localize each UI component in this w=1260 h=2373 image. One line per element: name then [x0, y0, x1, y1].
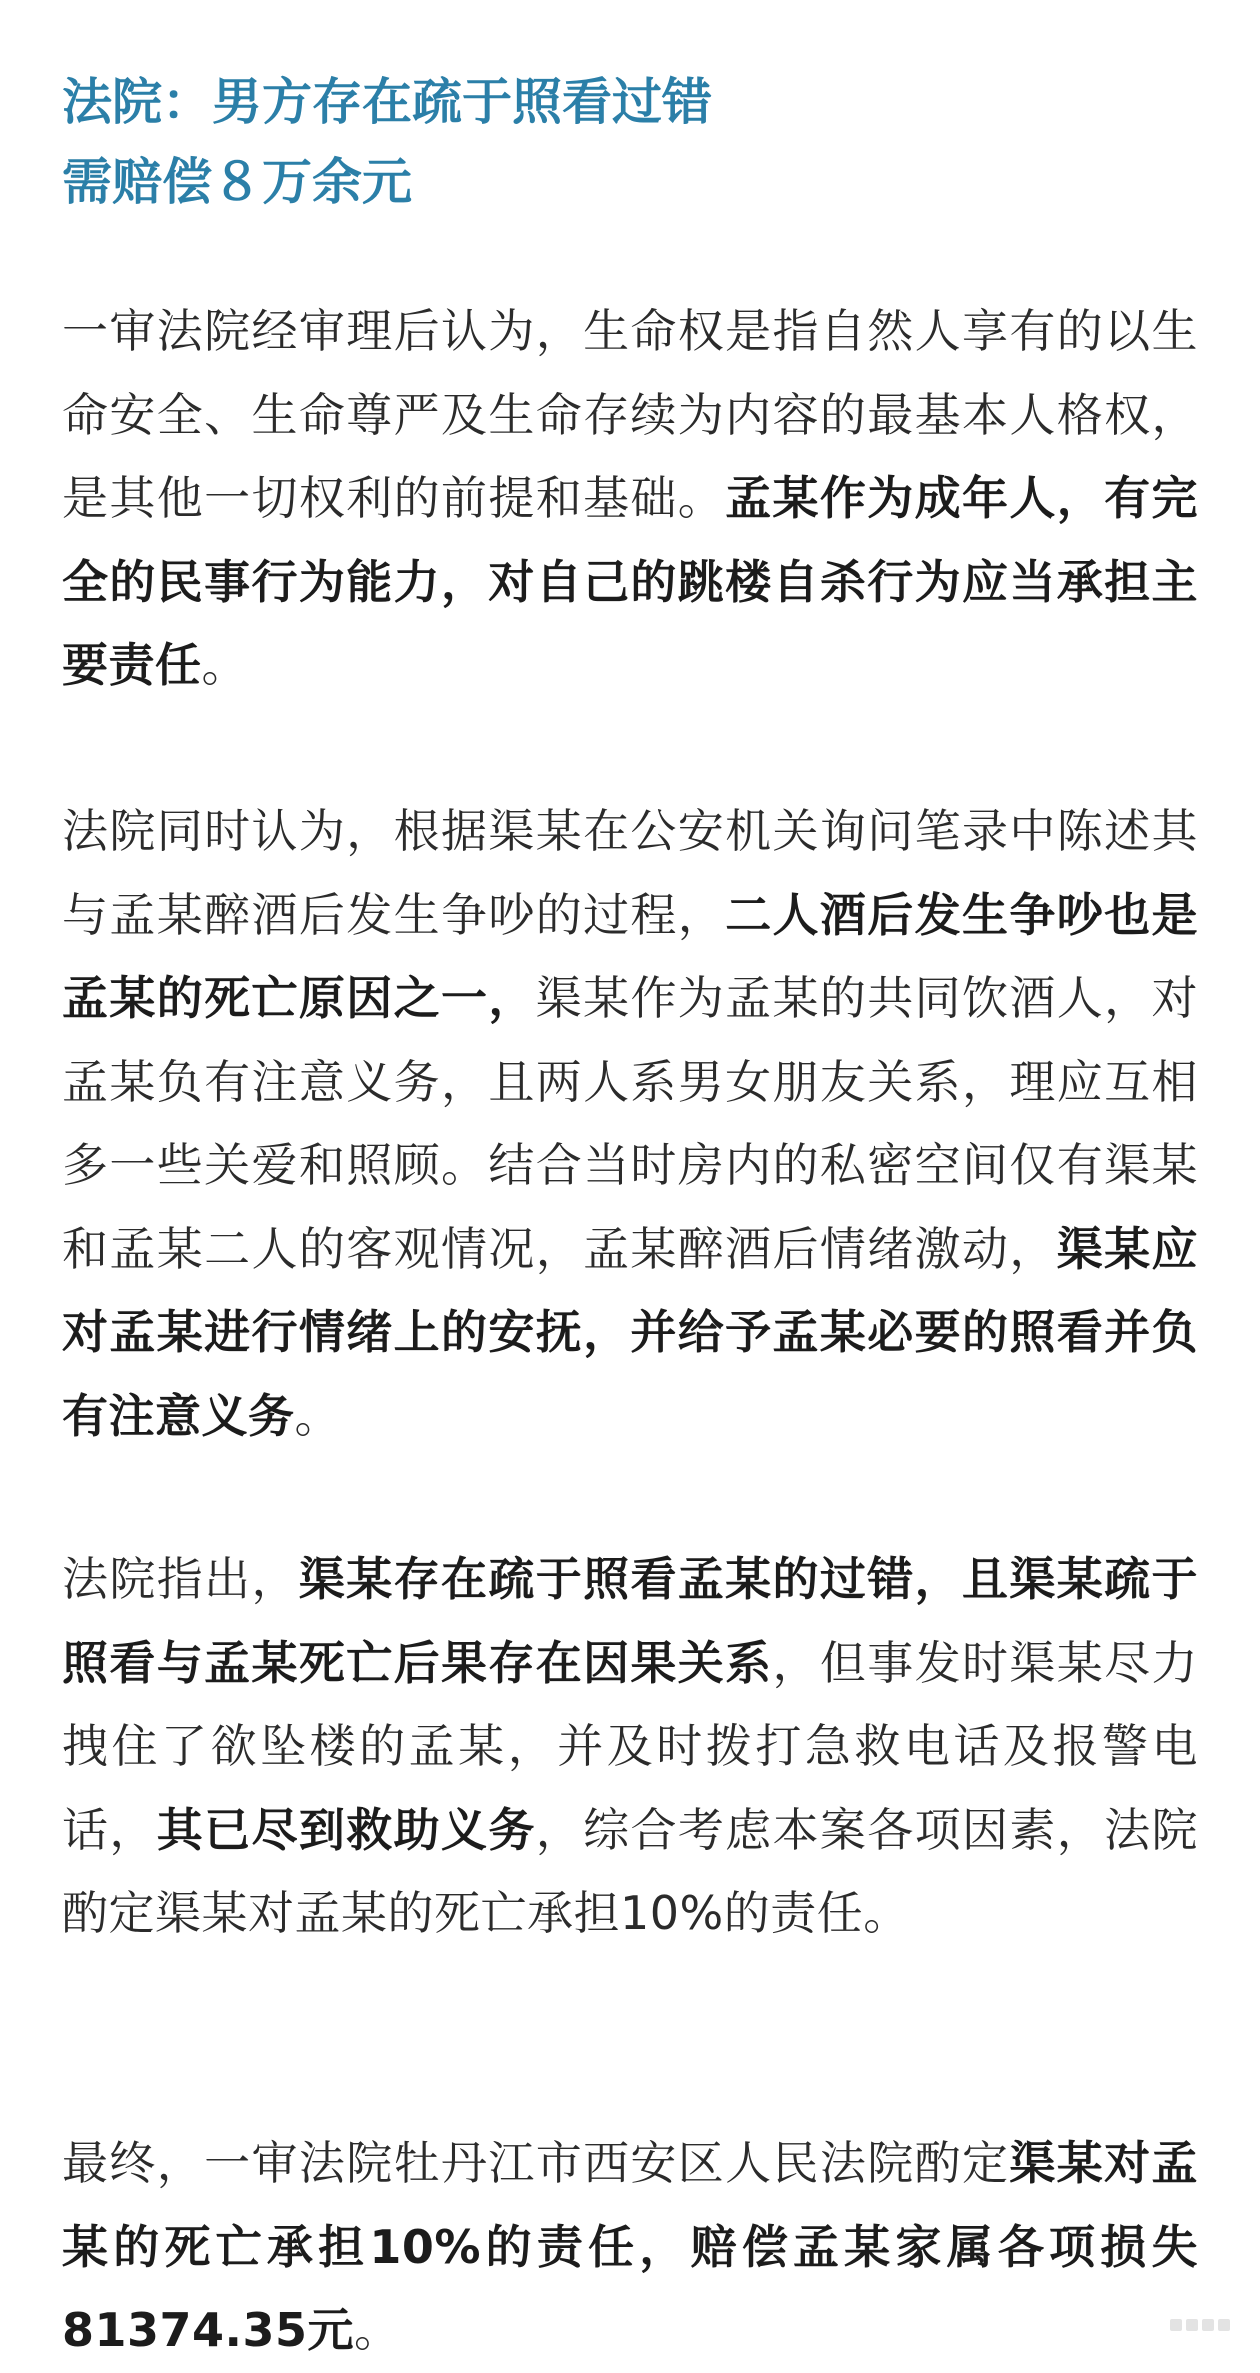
paragraph-3-seg-3: ，但事发时渠某尽力拽住了欲坠楼的孟某，并及时拨打急救电话及报警电话，	[62, 1635, 1199, 1857]
paragraph-4-seg-3: 。	[354, 2303, 401, 2357]
paragraph-1-seg-1: 一审法院经审理后认为，生命权是指自然人享有的以生命安全、生命尊严及生命存续为内容的最基本人格权，是其他一切权利的前提和基础。	[62, 304, 1198, 525]
paragraph-1-seg-3: 。	[201, 638, 248, 692]
paragraph-2-bold-2: 渠某应对孟某进行情绪上的安抚，并给予孟某必要的照看并负有注意义务	[62, 1221, 1199, 1443]
article	[62, 62, 1199, 2357]
paragraph-3-seg-1: 法院指出，	[62, 1552, 299, 1606]
paragraph-3-bold-2: 其已尽到救助义务	[156, 1802, 536, 1857]
headline	[62, 62, 1198, 222]
paragraph-2-seg-1: 法院同时认为，根据渠某在公安机关询问笔录中陈述其与孟某醉酒后发生争吵的过程，	[62, 804, 1198, 942]
paragraph-1-bold-1: 孟某作为成年人，有完全的民事行为能力，对自己的跳楼自杀行为应当承担主要责任	[62, 471, 1199, 692]
paragraph-1	[62, 290, 1198, 708]
paragraph-3-seg-5: ，综合考虑本案各项因素，法院酌定渠某对孟某的死亡承担10%的责任。	[62, 1802, 1199, 1940]
paragraph-3-bold-1: 渠某存在疏于照看孟某的过错，且渠某疏于照看与孟某死亡后果存在因果关系	[62, 1552, 1199, 1690]
watermark-logo-icon	[1168, 2311, 1232, 2339]
paragraph-2	[62, 790, 1198, 1458]
paragraph-3	[62, 1538, 1198, 1956]
paragraph-2-bold-1: 二人酒后发生争吵也是孟某的死亡原因之一，	[62, 887, 1199, 1025]
paragraph-2-seg-5: 。	[294, 1388, 341, 1443]
headline-line-2: 需赔偿８万余元	[62, 153, 412, 211]
paragraph-4-seg-1: 最终，一审法院牡丹江市西安区人民法院酌定	[62, 2136, 1010, 2190]
paragraph-4-bold-1: 渠某对孟某的死亡承担10%的责任，赔偿孟某家属各项损失81374.35元	[62, 2136, 1199, 2357]
paragraph-4	[62, 2122, 1198, 2373]
headline-line-1: 法院：男方存在疏于照看过错	[62, 73, 712, 131]
paragraph-2-seg-3: 渠某作为孟某的共同饮酒人，对孟某负有注意义务，且两人系男女朋友关系，理应互相多一些关爱和照顾。结合当时房内的私密空间仅有渠某和孟某二人的客观情况，孟某醉酒后情绪激动，	[62, 971, 1199, 1276]
